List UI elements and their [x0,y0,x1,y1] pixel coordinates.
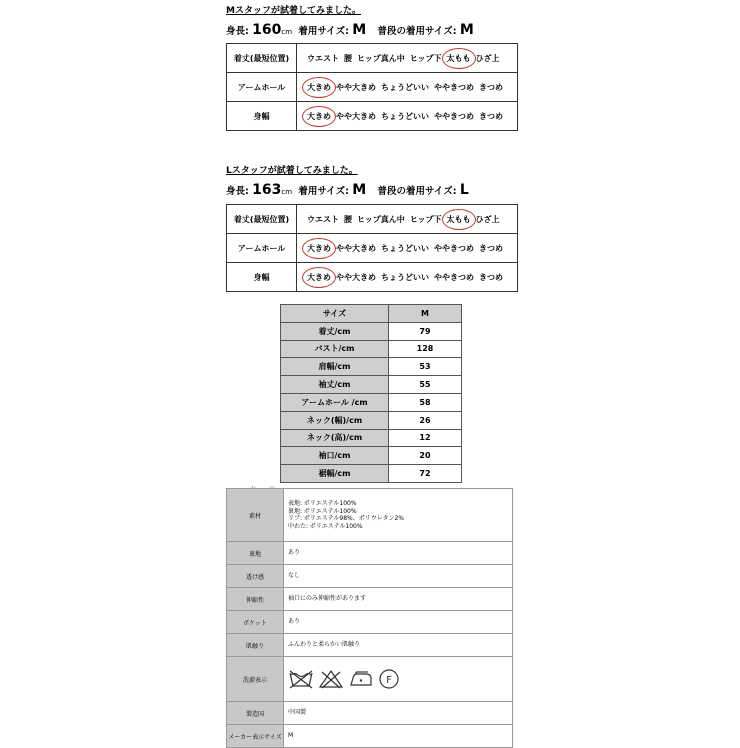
spec-line: 裏地: ポリエステル100% [288,507,357,515]
spec-label: 裏地 [227,542,284,565]
spec-value [284,489,513,542]
fit-row-label: アームホール [227,234,297,263]
spec-row [227,565,513,588]
size-row-label: ネック(幅)/cm [281,411,389,429]
spec-row [227,634,513,657]
size-row [281,340,462,358]
spec-line: リブ: ポリエステル98%、ポリウレタン2% [288,515,405,522]
item-spec-table [226,488,513,748]
fit-option: ちょうどいい [381,243,429,253]
size-row-label: バスト/cm [281,340,389,358]
spec-value [284,657,513,702]
fit-option-selected: 大きめ [307,111,331,121]
fit-option-selected: 大きめ [307,82,331,92]
fit-row [227,234,518,263]
low-iron-icon [348,676,374,683]
spec-line: M [288,732,294,740]
size-row-value: 55 [389,376,462,394]
fit-row [227,102,518,131]
fit-row-options [297,263,518,292]
spec-value [284,542,513,565]
spec-value [284,702,513,725]
size-row [281,393,462,411]
fit-row-label: アームホール [227,73,297,102]
fit-option: 腰 [344,53,352,63]
spec-line: 袖口にのみ伸縮性があります [288,595,367,603]
fit-option: ヒップ真ん中 [357,214,405,224]
spec-label: 伸縮性 [227,588,284,611]
spec-row [227,611,513,634]
size-row-value: 20 [389,447,462,465]
fit-option: やや大きめ [336,243,376,253]
l-staff-fit-table [226,204,518,292]
fit-option: ひざ上 [475,214,500,224]
fit-option: 腰 [344,214,352,224]
spec-label: 肌触り [227,634,284,657]
fit-row-label: 着丈(最短位置) [227,205,297,234]
fit-option: きつめ [479,272,503,282]
size-row-value: 26 [389,411,462,429]
spec-label: 素材 [227,489,284,542]
spec-line: 中わた: ポリエステル100% [288,522,363,530]
height-unit: cm [281,28,293,36]
fit-option: やや大きめ [336,111,376,121]
fit-row-label: 着丈(最短位置) [227,44,297,73]
svg-text:F: F [386,675,392,686]
spec-row [227,542,513,565]
fit-option: ちょうどいい [381,82,429,92]
height-label: 身長: [226,26,249,37]
height-unit: cm [281,188,293,196]
fit-row [227,263,518,292]
fit-row-label: 身幅 [227,263,297,292]
size-row-label: ネック(高)/cm [281,429,389,447]
fit-option: ヒップ下 [409,214,442,224]
spec-label: 透け感 [227,565,284,588]
size-row-value: 72 [389,465,462,483]
fit-option: きつめ [479,82,503,92]
m-staff-fit-table [226,43,518,131]
usual-size-value: M [459,22,474,38]
fit-option: ウエスト [307,214,339,224]
m-staff-info [226,22,474,38]
fit-row-options [297,102,518,131]
no-wash-icon [288,676,314,683]
fit-option-selected: 大きめ [307,272,331,282]
spec-value [284,588,513,611]
size-row [281,447,462,465]
size-row-label: 肩幅/cm [281,358,389,376]
fit-option: きつめ [479,111,503,121]
dry-clean-f-icon [378,675,400,686]
fit-option: ちょうどいい [381,272,429,282]
fit-option: ややきつめ [434,82,474,92]
wear-size-value: M [352,22,367,38]
size-row-value: 53 [389,358,462,376]
fit-row-options [297,73,518,102]
spec-label: ポケット [227,611,284,634]
spec-value [284,725,513,748]
fit-row [227,73,518,102]
usual-size-value: L [459,182,469,198]
size-row-label: 裾幅/cm [281,465,389,483]
size-row [281,358,462,376]
size-row-value: 128 [389,340,462,358]
spec-line: 表地: ポリエステル100% [288,500,357,507]
fit-option: ややきつめ [434,272,474,282]
spec-label: 製造国 [227,702,284,725]
size-row-value: 79 [389,322,462,340]
usual-size-label: 普段の着用サイズ: [377,26,457,37]
spec-label: メーカー表示サイズ [227,725,284,748]
fit-option: やや大きめ [336,272,376,282]
spec-label: 洗濯表示 [227,657,284,702]
fit-row [227,44,518,73]
fit-option-selected: 大きめ [307,243,331,253]
size-row [281,429,462,447]
size-row-value: 58 [389,393,462,411]
l-staff-title: Lスタッフが試着してみました。 [226,166,358,176]
fit-row-options [297,205,518,234]
size-row-label: アームホール /cm [281,393,389,411]
l-staff-info [226,182,469,198]
size-row-label: 袖丈/cm [281,376,389,394]
size-table [280,304,462,483]
fit-option: ヒップ真ん中 [357,53,405,63]
fit-option: きつめ [479,243,503,253]
no-bleach-icon [318,676,344,683]
spec-row [227,702,513,725]
wear-size-label: 着用サイズ: [298,186,349,197]
wear-size-label: 着用サイズ: [298,26,349,37]
size-header-row [281,305,462,323]
size-row-value: 12 [389,429,462,447]
fit-option: ヒップ下 [409,53,442,63]
size-row [281,322,462,340]
size-row [281,376,462,394]
height-label: 身長: [226,186,249,197]
size-row-label: 袖口/cm [281,447,389,465]
spec-value [284,634,513,657]
fit-row-options [297,234,518,263]
fit-row-options [297,44,518,73]
spec-line: なし [288,572,301,580]
fit-row [227,205,518,234]
wear-size-value: M [352,182,367,198]
spec-value [284,611,513,634]
height-value: 160 [252,22,282,38]
m-staff-title: Mスタッフが試着してみました。 [226,6,361,16]
usual-size-label: 普段の着用サイズ: [377,186,457,197]
fit-option: やや大きめ [336,82,376,92]
size-row-label: 着丈/cm [281,322,389,340]
size-row [281,411,462,429]
height-value: 163 [252,182,282,198]
fit-row-label: 身幅 [227,102,297,131]
spec-row [227,657,513,702]
fit-option: ちょうどいい [381,111,429,121]
spec-row [227,725,513,748]
spec-line: あり [288,618,301,626]
spec-row [227,489,513,542]
spec-line: あり [288,549,301,557]
fit-option: ややきつめ [434,111,474,121]
spec-row [227,588,513,611]
spec-line: 中国製 [288,709,307,717]
fit-option: ややきつめ [434,243,474,253]
spec-value [284,565,513,588]
fit-option-selected: 太もも [446,53,471,63]
care-icons [288,675,404,686]
fit-option: ウエスト [307,53,339,63]
size-header-value: M [389,305,462,323]
spec-line: ふんわりと柔らかい肌触り [288,641,361,649]
fit-option: ひざ上 [475,53,500,63]
size-header-label: サイズ [281,305,389,323]
fit-option-selected: 太もも [446,214,471,224]
